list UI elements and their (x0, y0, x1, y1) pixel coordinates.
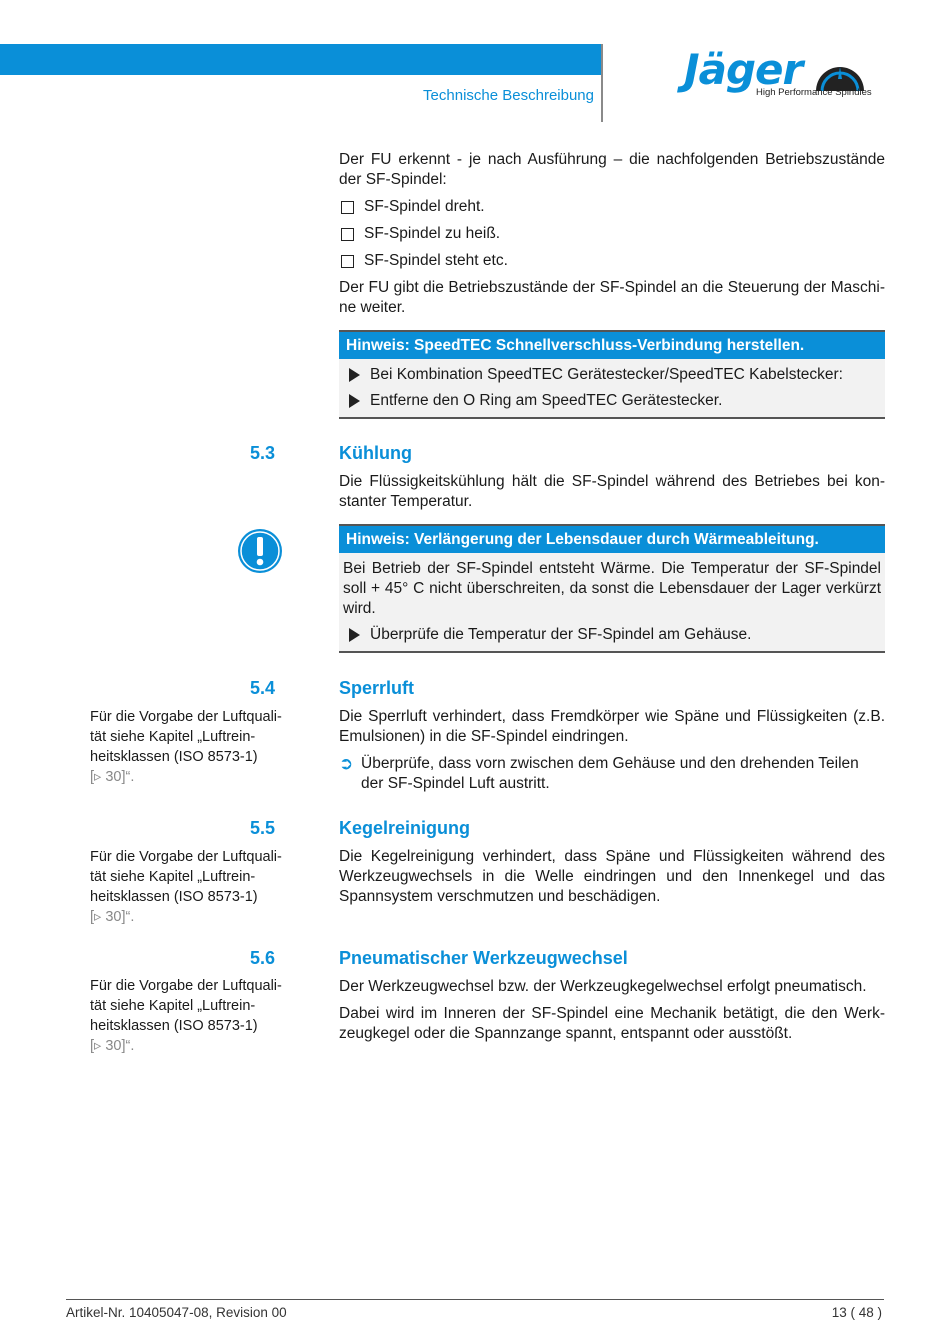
logo-subtitle: High Performance Spindles (756, 87, 872, 98)
section-text: Die Sperrluft verhindert, dass Fremdkörper wie Späne und Flüssigkeiten (z.B. Emulsionen) in die SF-Spindel eindringen. (339, 708, 885, 745)
cross-reference-link[interactable]: [▹ 30]“. (90, 1038, 135, 1054)
jaeger-logo (684, 45, 874, 104)
triangle-bullet-icon (349, 368, 360, 382)
note-title: Hinweis: Verlängerung der Lebensdauer durch Wärmeableitung. (339, 526, 885, 553)
section-number: 5.3 (249, 443, 275, 463)
checkbox-bullet-icon (341, 255, 354, 268)
section-number: 5.4 (249, 678, 275, 698)
checkbox-bullet-icon (341, 201, 354, 214)
note-step: Überprüfe die Temperatur der SF-Spindel am Gehäuse. (343, 625, 881, 645)
section-text: Der Werkzeugwechsel bzw. der Werkzeugkegelwechsel erfolgt pneumatisch. (339, 978, 867, 995)
note-body (339, 553, 885, 651)
footer-divider (66, 1299, 884, 1300)
note-box (339, 524, 885, 653)
triangle-bullet-icon (349, 628, 360, 642)
header-title: Technische Beschreibung (423, 87, 594, 104)
section-number: 5.6 (249, 948, 275, 968)
article-number: Artikel-Nr. 10405047-08, Revision 00 (66, 1305, 287, 1320)
intro-paragraph-2: Der FU gibt die Betriebszustände der SF-Spindel an die Steuerung der Maschi-ne weiter. (339, 279, 885, 316)
note-text: Bei Betrieb der SF-Spindel entsteht Wärme. Die Temperatur der SF-Spindel soll + 45° C nicht überschreiten, da sonst die Lebensdauer der Lager verkürzt wird. (343, 560, 881, 617)
note-title: Hinweis: SpeedTEC Schnellverschluss-Verbindung herstellen. (339, 332, 885, 359)
section-title: Sperrluft (339, 678, 415, 698)
side-note: Für die Vorgabe der Luftquali- tät siehe Kapitel „Luftrein- heitsklassen (ISO 8573-1) [▹ 30]“. (90, 707, 295, 787)
section-text-2: Dabei wird im Inneren der SF-Spindel eine Mechanik betätigt, die den Werk-zeugkegel oder die Spannzange spannt, entspannt oder ausstößt. (339, 1005, 885, 1042)
section-text: Die Kegelreinigung verhindert, dass Späne und Flüssigkeiten während des Werkzeugwechsels in die Welle eindringen und den Innenkegel und das Spannsystem verschmutzen und beschädigen. (339, 848, 885, 905)
header-bar (0, 44, 601, 75)
intro-paragraph: Der FU erkennt - je nach Ausführung – die nachfolgenden Betriebszustände der SF-Spindel: (339, 151, 885, 188)
cross-reference-link[interactable]: [▹ 30]“. (90, 769, 135, 785)
list-item: SF-Spindel steht etc. (339, 251, 885, 271)
note-box (339, 330, 885, 419)
list-item: SF-Spindel zu heiß. (339, 224, 885, 244)
triangle-bullet-icon (349, 394, 360, 408)
section-title: Kegelreinigung (339, 818, 471, 838)
section-title: Kühlung (339, 443, 412, 463)
side-note: Für die Vorgabe der Luftquali- tät siehe Kapitel „Luftrein- heitsklassen (ISO 8573-1) [▹ 30]“. (90, 976, 295, 1056)
section-title: Pneumatischer Werkzeugwechsel (339, 948, 628, 968)
list-item: SF-Spindel dreht. (339, 197, 885, 217)
exclamation-circle-icon (237, 528, 283, 574)
side-note: Für die Vorgabe der Luftquali- tät siehe Kapitel „Luftrein- heitsklassen (ISO 8573-1) [▹ 30]“. (90, 847, 295, 927)
check-item: ➲ Überprüfe, dass vorn zwischen dem Gehäuse und den drehenden Teilen der SF-Spindel Luft austritt. (339, 754, 859, 792)
section-number: 5.5 (249, 818, 275, 838)
cross-reference-link[interactable]: [▹ 30]“. (90, 909, 135, 925)
section-text: Die Flüssigkeitskühlung hält die SF-Spindel während des Betriebes bei kon-stanter Temperatur. (339, 473, 885, 510)
note-body (339, 359, 885, 417)
note-step: Bei Kombination SpeedTEC Gerätestecker/SpeedTEC Kabelstecker: (343, 365, 881, 385)
header-divider (601, 44, 603, 122)
note-step: Entferne den O Ring am SpeedTEC Gerätestecker. (343, 391, 881, 411)
logo-word: Jäger (684, 45, 803, 94)
circled-arrow-icon: ➲ (339, 754, 354, 773)
checkbox-bullet-icon (341, 228, 354, 241)
page-number: 13 ( 48 ) (831, 1305, 882, 1320)
